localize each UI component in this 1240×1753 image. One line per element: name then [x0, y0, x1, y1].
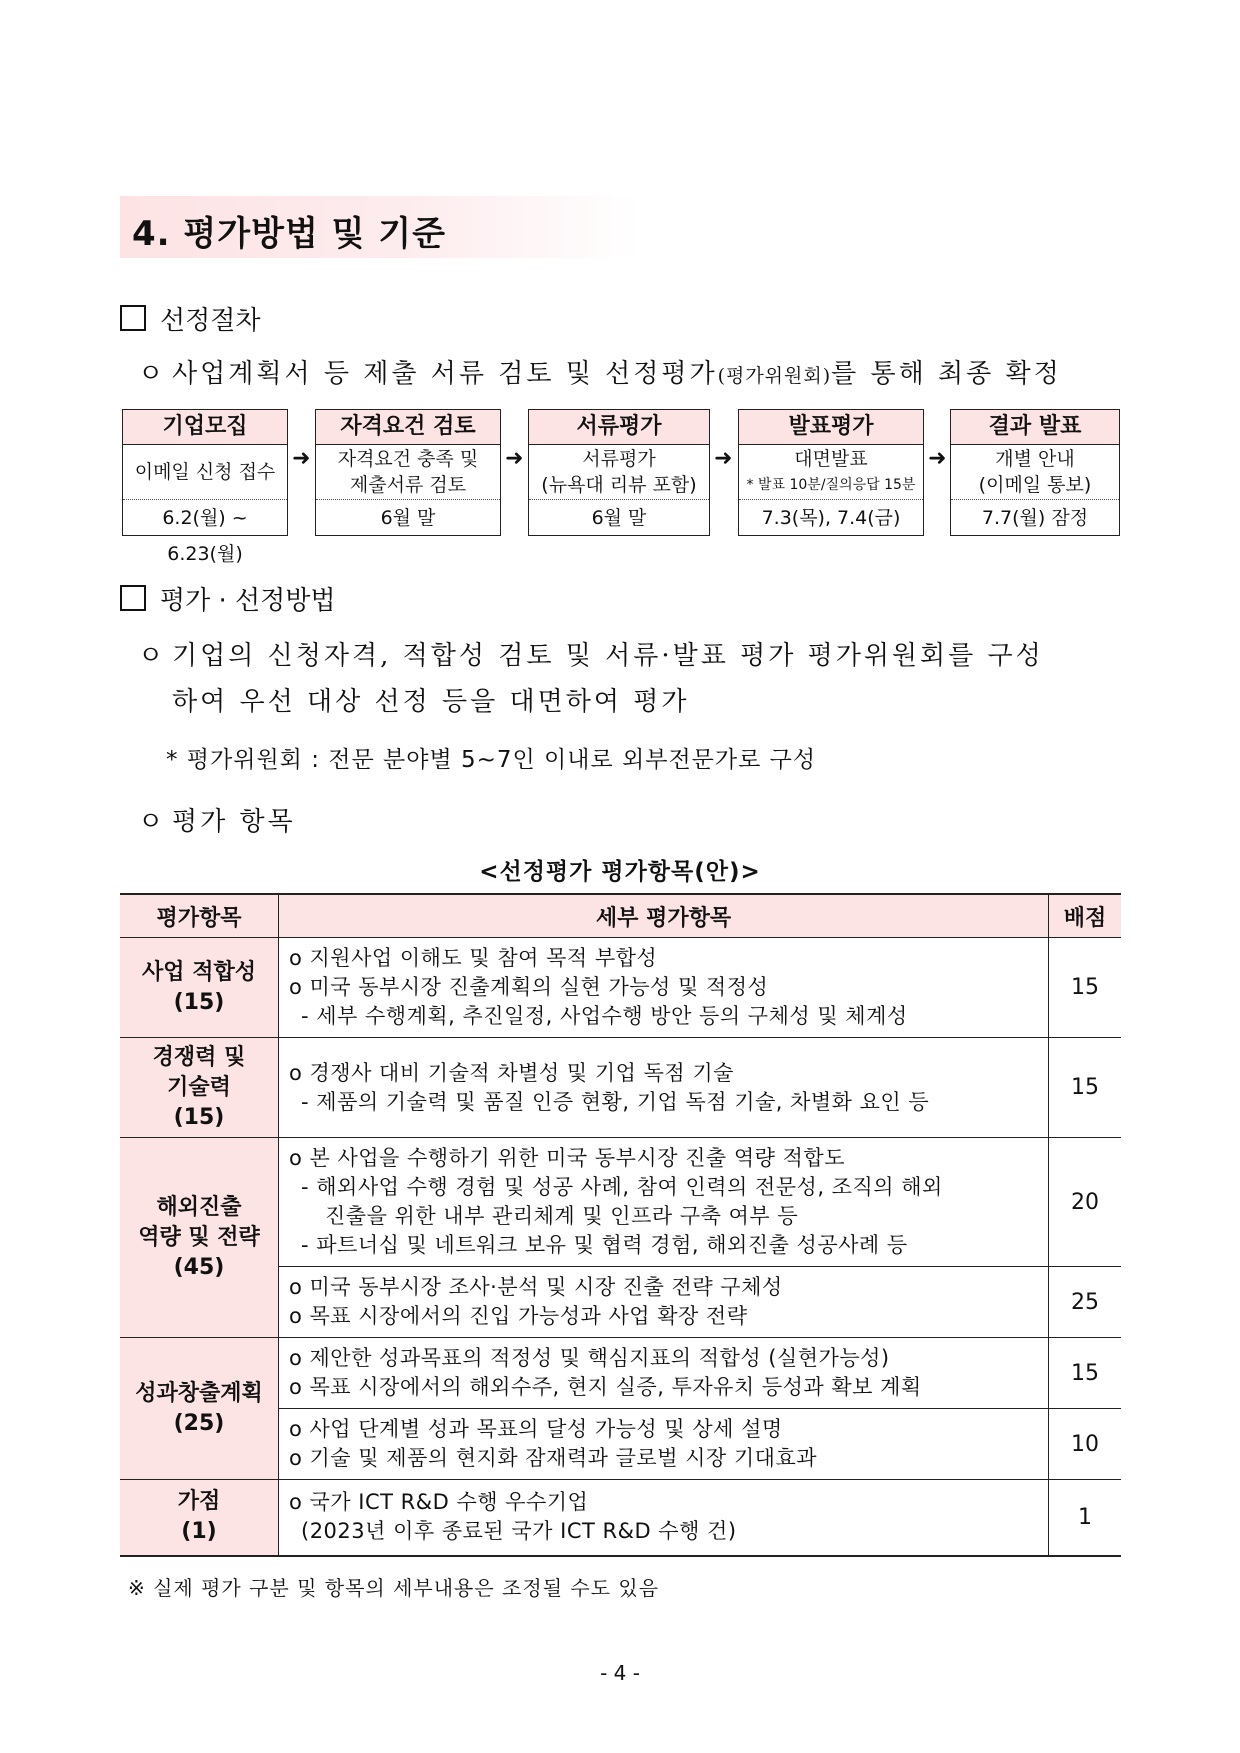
- arrow-right-icon: ➜: [928, 446, 947, 471]
- category-cell: 성과창출계획 (25): [120, 1338, 279, 1480]
- step-body: 이메일 신청 접수: [134, 461, 276, 483]
- checkbox-square-icon: [120, 585, 146, 611]
- table-header-row: [120, 894, 1121, 938]
- table-row: [120, 938, 1121, 1038]
- step-title: 발표평가: [739, 410, 923, 445]
- step-body: 서류평가: [582, 448, 656, 470]
- category-cell: 경쟁력 및 기술력 (15): [120, 1038, 279, 1138]
- section-title: 4. 평가방법 및 기준: [132, 214, 446, 254]
- bullet-icon: ㅇ: [138, 807, 167, 837]
- step-body-2: (뉴욕대 리뷰 포함): [541, 474, 697, 496]
- score-cell: 10: [1049, 1409, 1122, 1480]
- page-number: - 4 -: [600, 1661, 640, 1685]
- column-header: 평가항목: [120, 894, 279, 938]
- evaluation-items-label: ㅇ 평가 항목: [138, 801, 296, 838]
- arrow-right-icon: ➜: [714, 446, 733, 471]
- detail-cell: o 사업 단계별 성과 목표의 달성 가능성 및 상세 설명 o 기술 및 제품의 현지화 잠재력과 글로벌 시장 기대효과: [279, 1409, 1049, 1480]
- score-cell: 15: [1049, 1038, 1122, 1138]
- step-body: 대면발표: [794, 448, 868, 470]
- step-body-2: * 발표 10분/질의응답 15분: [746, 477, 916, 493]
- method-text-line2: 하여 우선 대상 선정 등을 대면하여 평가: [172, 687, 690, 717]
- procedure-text: ㅇ 사업계획서 등 제출 서류 검토 및 선정평가(평가위원회)를 통해 최종 확정: [138, 353, 1062, 390]
- step-body: 자격요건 충족 및: [337, 448, 479, 470]
- score-cell: 15: [1049, 1338, 1122, 1409]
- category-cell: 가점 (1): [120, 1480, 279, 1556]
- bullet-icon: ㅇ: [138, 641, 167, 671]
- method-heading: 평가 · 선정방법: [120, 580, 336, 617]
- detail-cell: o 국가 ICT R&D 수행 우수기업 (2023년 이후 종료된 국가 ICT R&D 수행 건): [279, 1480, 1049, 1556]
- detail-cell: o 본 사업을 수행하기 위한 미국 동부시장 진출 역량 적합도 - 해외사업 수행 경험 및 성공 사례, 참여 인력의 전문성, 조직의 해외 진출을 위한 내부 관리체계 및 인프라 구축 여부 등 - 파트너십 및 네트워크 보유 및 협력 경험, 해외진출 성공사례 등: [279, 1138, 1049, 1267]
- process-step-qualification: [315, 409, 501, 536]
- process-step-recruit: [122, 409, 288, 565]
- table-row: [120, 1338, 1121, 1409]
- table-row: [120, 1038, 1121, 1138]
- table-row: [120, 1480, 1121, 1556]
- column-header: 세부 평가항목: [279, 894, 1049, 938]
- detail-cell: o 경쟁사 대비 기술적 차별성 및 기업 독점 기술 - 제품의 기술력 및 품질 인증 현황, 기업 독점 기술, 차별화 요인 등: [279, 1038, 1049, 1138]
- detail-cell: o 지원사업 이해도 및 참여 목적 부합성 o 미국 동부시장 진출계획의 실현 가능성 및 적정성 - 세부 수행계획, 추진일정, 사업수행 방안 등의 구체성 및 체계성: [279, 938, 1049, 1038]
- evaluation-table: [120, 893, 1121, 1557]
- arrow-right-icon: ➜: [505, 446, 524, 471]
- process-step-document-review: [528, 409, 710, 536]
- arrow-right-icon: ➜: [292, 446, 311, 471]
- process-step-result: [950, 409, 1120, 536]
- detail-cell: o 미국 동부시장 조사·분석 및 시장 진출 전략 구체성 o 목표 시장에서의 진입 가능성과 사업 확장 전략: [279, 1267, 1049, 1338]
- step-body-2: (이메일 통보): [978, 474, 1092, 496]
- step-title: 기업모집: [123, 410, 287, 445]
- step-title: 자격요건 검토: [316, 410, 500, 445]
- procedure-heading: 선정절차: [120, 300, 260, 337]
- method-text: ㅇ 기업의 신청자격, 적합성 검토 및 서류·발표 평가 평가위원회를 구성: [138, 635, 1044, 672]
- table-row: [120, 1138, 1121, 1267]
- step-date: 7.3(목), 7.4(금): [761, 507, 901, 529]
- score-cell: 20: [1049, 1138, 1122, 1267]
- process-step-presentation: [738, 409, 924, 536]
- step-body-2: 제출서류 검토: [349, 474, 467, 496]
- committee-note: * 평가위원회 : 전문 분야별 5~7인 이내로 외부전문가로 구성: [166, 747, 817, 773]
- score-cell: 1: [1049, 1480, 1122, 1556]
- step-date: 6.2(월) ~ 6.23(월): [162, 507, 248, 565]
- category-cell: 해외진출 역량 및 전략 (45): [120, 1138, 279, 1338]
- step-title: 결과 발표: [951, 410, 1119, 445]
- step-date: 6월 말: [591, 507, 647, 529]
- step-date: 6월 말: [380, 507, 436, 529]
- bullet-icon: ㅇ: [138, 359, 167, 389]
- detail-cell: o 제안한 성과목표의 적정성 및 핵심지표의 적합성 (실현가능성) o 목표 시장에서의 해외수주, 현지 실증, 투자유치 등성과 확보 계획: [279, 1338, 1049, 1409]
- checkbox-square-icon: [120, 305, 146, 331]
- step-title: 서류평가: [529, 410, 709, 445]
- table-caption: <선정평가 평가항목(안)>: [479, 859, 761, 885]
- column-header: 배점: [1049, 894, 1122, 938]
- step-body: 개별 안내: [995, 448, 1075, 470]
- footnote: ※ 실제 평가 구분 및 항목의 세부내용은 조정될 수도 있음: [128, 1576, 660, 1600]
- section-title-banner: [120, 196, 640, 258]
- category-cell: 사업 적합성 (15): [120, 938, 279, 1038]
- score-cell: 15: [1049, 938, 1122, 1038]
- step-date: 7.7(월) 잠정: [981, 507, 1089, 529]
- score-cell: 25: [1049, 1267, 1122, 1338]
